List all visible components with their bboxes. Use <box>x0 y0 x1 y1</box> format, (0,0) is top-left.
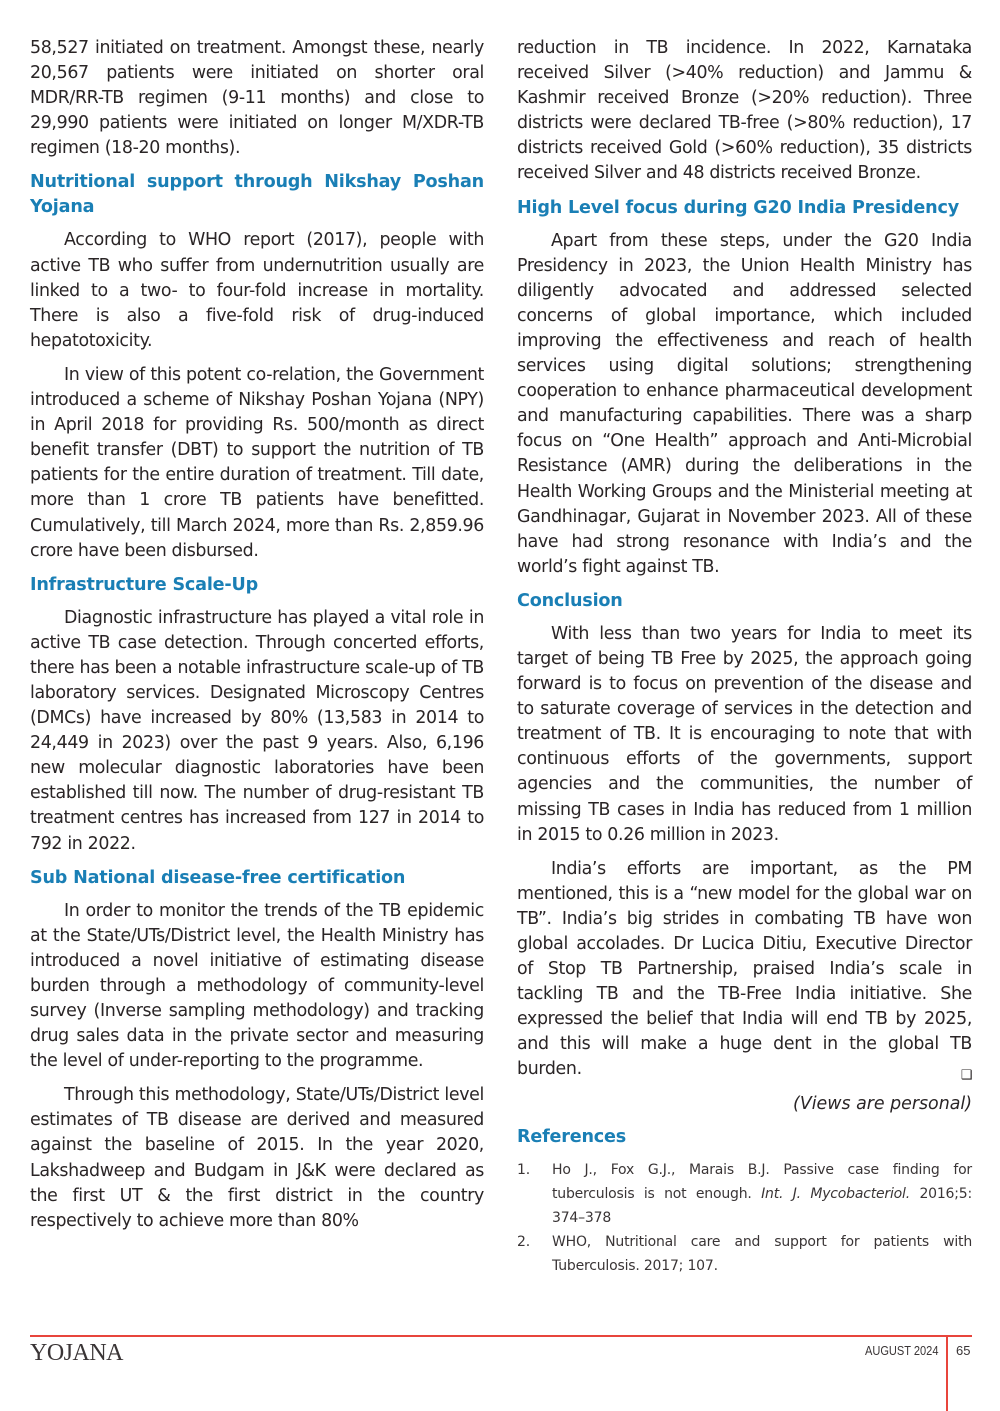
paragraph-reduction-awards: reduction in TB incidence. In 2022, Karnataka received Silver (>40% reduction) and Jammu & Kashmir received Bronze (>20% reduction). Three districts were declared TB-free (>80% reduction), 17 districts received Gold (>60% reduction), 35 districts received Silver and 48 districts received Bronze. <box>517 38 972 184</box>
reference-journal: Int. J. Mycobacteriol. <box>761 1185 910 1202</box>
paragraph-monitoring-trends: In order to monitor the trends of the TB epidemic at the State/UTs/District level, the Health Ministry has introduced a novel initiative of estimating disease burden through a methodology of community-level survey (Inverse sampling methodology) and tracking drug sales data in the private sector and measuring the level of under-reporting to the programme. <box>30 900 484 1072</box>
paragraph-g20: Apart from these steps, under the G20 India Presidency in 2023, the Union Health Ministry has diligently advocated and addressed selected concerns of global importance, which included improving the effectiveness and reach of health services using digital solutions; strengthening cooperation to enhance pharmaceutical development and manufacturing capabilities. There was a sharp focus on “One Health” approach and Anti-Microbial Resistance (AMR) during the deliberations in the Health Working Groups and the Ministerial meeting at Gandhinagar, Gujarat in November 2023. All of these have had strong resonance with India’s and the world’s fight against TB. <box>517 230 972 577</box>
heading-g20-presidency: High Level focus during G20 India Presidency <box>517 197 959 218</box>
left-column <box>30 36 484 1243</box>
right-column <box>517 36 972 1278</box>
reference-volume-pages: 2016;5: 374–378 <box>552 1185 973 1226</box>
reference-text <box>552 1158 972 1230</box>
footer-vertical-rule <box>946 1335 948 1411</box>
views-disclaimer: (Views are personal) <box>793 1093 972 1114</box>
reference-number: 2. <box>517 1233 530 1250</box>
footer-rule <box>30 1335 972 1337</box>
end-of-article-icon: ❑ <box>960 1068 972 1084</box>
page-number: 65 <box>956 1343 971 1358</box>
heading-conclusion: Conclusion <box>517 590 623 611</box>
reference-item <box>517 1158 972 1230</box>
reference-item <box>517 1230 972 1278</box>
heading-infrastructure: Infrastructure Scale-Up <box>30 574 258 595</box>
paragraph-nikshay-poshan: In view of this potent co-relation, the Government introduced a scheme of Nikshay Poshan Yojana (NPY) in April 2018 for providing Rs. 500/month as direct benefit transfer (DBT) to support the nutrition of TB patients for the entire duration of treatment. Till date, more than 1 crore TB patients have benefitted. Cumulatively, till March 2024, more than Rs. 2,859.96 crore have been disbursed. <box>30 364 484 561</box>
magazine-brand: YOJANA <box>30 1340 123 1366</box>
paragraph-infrastructure: Diagnostic infrastructure has played a vital role in active TB case detection. Through concerted efforts, there has been a notable infrastructure scale-up of TB laboratory services. Designated Microscopy Centres (DMCs) have increased by 80% (13,583 in 2014 to 24,449 in 2023) over the past 9 years. Also, 6,196 new molecular diagnostic laboratories have been established till now. The number of drug-resistant TB treatment centres has increased from 127 in 2014 to 792 in 2022. <box>30 607 484 854</box>
heading-sub-national-certification: Sub National disease-free certification <box>30 867 406 888</box>
paragraph-methodology-estimates: Through this methodology, State/UTs/District level estimates of TB disease are derived and measured against the baseline of 2015. In the year 2020, Lakshadweep and Budgam in J&K were declared as the first UT & the first district in the country respectively to achieve more than 80% <box>30 1085 484 1231</box>
heading-nutritional-support: Nutritional support through Nikshay Poshan Yojana <box>30 172 484 218</box>
references-list <box>517 1158 972 1278</box>
paragraph-treatment-continuation: 58,527 initiated on treatment. Amongst these, nearly 20,567 patients were initiated on shorter oral MDR/RR-TB regimen (9-11 months) and close to 29,990 patients were initiated on longer M/XDR-TB regimen (18-20 months). <box>30 38 484 159</box>
heading-references: References <box>517 1126 627 1147</box>
reference-citation: Ho J., Fox G.J., Marais B.J. Passive case finding for tuberculosis is not enough. <box>552 1161 972 1202</box>
reference-text: WHO, Nutritional care and support for patients with Tuberculosis. 2017; 107. <box>552 1233 972 1274</box>
conclusion-text: India’s efforts are important, as the PM mentioned, this is a “new model for the global war on TB”. India’s big strides in combating TB have won global accolades. Dr Lucica Ditiu, Executive Director of Stop TB Partnership, praised India’s scale in tackling TB and the TB-Free India initiative. She expressed the belief that India will end TB by 2025, and this will make a huge dent in the global TB burden. <box>517 858 972 1080</box>
paragraph-who-report: According to WHO report (2017), people with active TB who suffer from undernutrition usually are linked to a two- to four-fold increase in mortality. There is also a five-fold risk of drug-induced hepatotoxicity. <box>30 230 484 351</box>
paragraph-conclusion-target: With less than two years for India to meet its target of being TB Free by 2025, the approach going forward is to focus on prevention of the disease and to saturate coverage of services in the detection and treatment of TB. It is encouraging to note that with continuous efforts of the governments, support agencies and the communities, the number of missing TB cases in India has reduced from 1 million in 2015 to 0.26 million in 2023. <box>517 623 972 845</box>
paragraph-conclusion-accolades <box>517 857 972 1083</box>
reference-number: 1. <box>517 1161 530 1178</box>
issue-date: AUGUST 2024 <box>864 1343 938 1358</box>
